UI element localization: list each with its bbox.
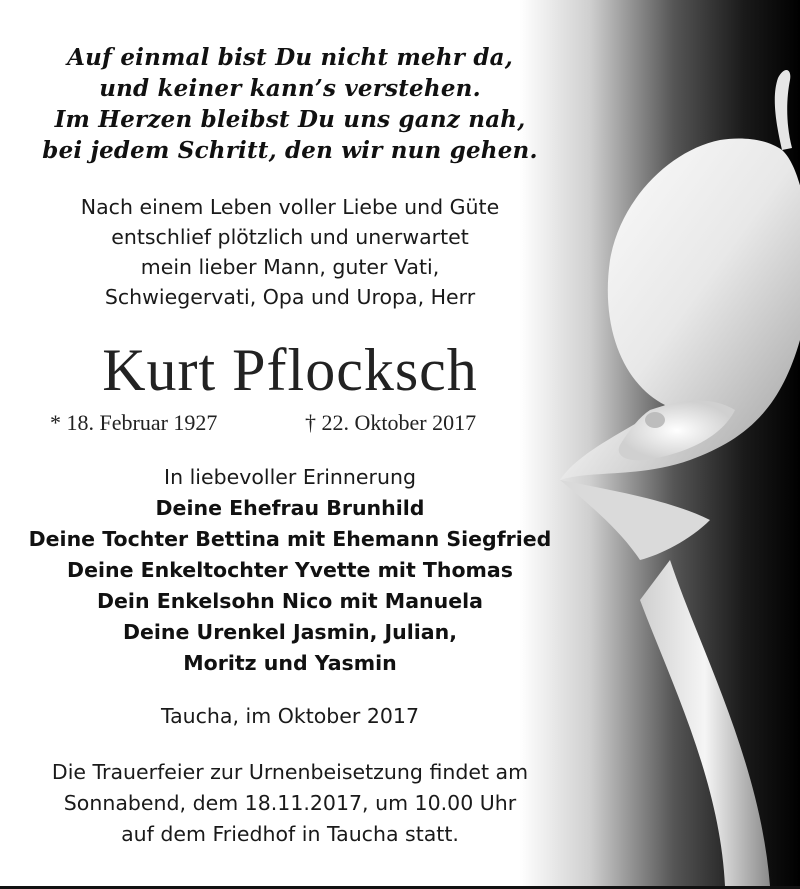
funeral-line: Sonnabend, dem 18.11.2017, um 10.00 Uhr xyxy=(63,791,517,815)
mourner-line: Deine Urenkel Jasmin, Julian, xyxy=(122,620,458,644)
mourner-line: Deine Ehefrau Brunhild xyxy=(155,496,425,520)
poem-line: bei jedem Schritt, den wir nun gehen. xyxy=(42,137,538,164)
mourner-line: Dein Enkelsohn Nico mit Manuela xyxy=(97,589,483,613)
poem-line: und keiner kann’s verstehen. xyxy=(99,75,481,102)
mourner-line: Deine Enkeltochter Yvette mit Thomas xyxy=(67,558,513,582)
funeral-line: Die Trauerfeier zur Urnenbeisetzung findet am xyxy=(51,760,529,784)
mourner-line: Deine Tochter Bettina mit Ehemann Siegfried xyxy=(28,527,552,551)
death-date: † 22. Oktober 2017 xyxy=(305,410,477,435)
place-date: Taucha, im Oktober 2017 xyxy=(160,704,420,728)
deceased-name: Kurt Pflocksch xyxy=(102,337,478,403)
funeral-line: auf dem Friedhof in Taucha statt. xyxy=(121,822,459,846)
intro-line: entschlief plötzlich und unerwartet xyxy=(111,225,469,249)
mourners-intro: In liebevoller Erinnerung xyxy=(164,465,416,489)
poem-line: Im Herzen bleibst Du uns ganz nah, xyxy=(54,106,526,133)
birth-date: * 18. Februar 1927 xyxy=(50,410,218,435)
mourner-line: Moritz und Yasmin xyxy=(183,651,397,675)
intro-line: mein lieber Mann, guter Vati, xyxy=(140,255,440,279)
intro-line: Nach einem Leben voller Liebe und Güte xyxy=(80,195,500,219)
intro-line: Schwiegervati, Opa und Uropa, Herr xyxy=(104,285,476,309)
life-dates xyxy=(0,410,580,440)
poem-line: Auf einmal bist Du nicht mehr da, xyxy=(67,44,513,71)
